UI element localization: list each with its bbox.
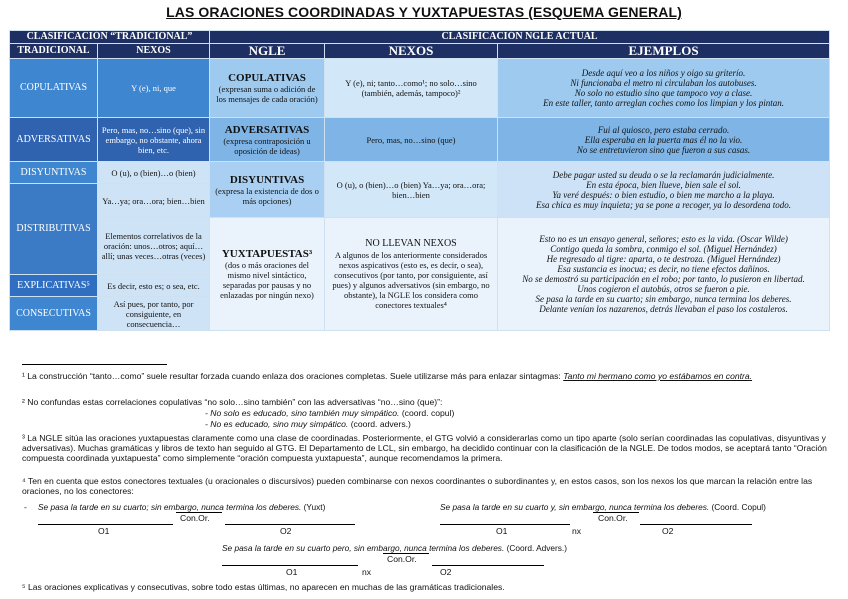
cat-disyuntivas: DISYUNTIVAS xyxy=(10,162,98,184)
footnote-2: ² No confundas estas correlaciones copulativas “no solo…sino también” con las adversativas “no…sino (que)”: xyxy=(22,397,443,407)
conectores-note: A algunos de los anteriormente considerados nexos aspicativos (esto es, es decir, o sea), consecutivos (por tanto, por consiguiente, así pues) y algunos adversativos (sin embargo, no obstante), la NGLE los considera como conectores textuales⁴ xyxy=(332,250,490,310)
o2-label: O2 xyxy=(280,526,292,536)
classification-table xyxy=(9,30,830,331)
header-ngle-group: CLASIFICACIÓN NGLE ACTUAL xyxy=(210,31,830,44)
ngle-yuxtapuestas-desc: (dos o más oraciones del mismo nivel sintáctico, separadas por pausas y no enlazadas por ningún nexo) xyxy=(220,260,314,300)
cat-explicativas: EXPLICATIVAS⁵ xyxy=(10,275,98,297)
nx-label: nx xyxy=(362,567,372,577)
ejemplo: Ella esperaba en la puerta mas él no la vio. xyxy=(584,134,743,145)
o1-label: O1 xyxy=(98,526,110,536)
example-tag: (Yuxt) xyxy=(303,502,326,512)
footnote-1-text: ¹ La construcción “tanto…como” suele resultar forzada cuando enlaza dos oraciones completas. Suele utilizarse más para enlazar sintagmas: xyxy=(22,371,564,381)
no-llevan-nexos: NO LLEVAN NEXOS xyxy=(365,238,457,249)
footnote-1 xyxy=(22,371,842,381)
ejemplo: Desde aquí veo a los niños y oigo su griterío. xyxy=(581,68,746,78)
example-tag: (coord. advers.) xyxy=(350,419,411,429)
header-col-ngle: NGLE xyxy=(210,44,325,59)
o2-underline xyxy=(225,524,355,525)
nexos-distributivas-b: Elementos correlativos de la oración: unos…otros; aquí…allí; unas veces…otras (veces) xyxy=(98,218,210,275)
ejemplo: Debe pagar usted su deuda o se la reclamarán judicialmente. xyxy=(552,169,775,180)
example-tag: (Coord. Copul) xyxy=(711,502,766,512)
ngle-disyuntivas-desc: (expresa la existencia de dos o más opciones) xyxy=(215,185,319,206)
ejemplo: En este taller, tanto arreglan coches como los limpian y los pintan. xyxy=(543,98,784,108)
ejemplo: Delante venían los nazarenos, detrás llevaban el paso los costaleros. xyxy=(539,304,788,314)
ejemplo: No se demostró su participación en el robo; por tanto, lo pusieron en libertad. xyxy=(522,274,805,284)
con-or-label: Con.Or. xyxy=(598,513,628,523)
nexos-explicativas: Es decir, esto es; o sea, etc. xyxy=(98,275,210,297)
ejemplos-adversativas xyxy=(498,118,830,162)
o1-underline xyxy=(38,524,173,525)
example-text: Se pasa la tarde en su cuarto; sin embargo, nunca termina los deberes. xyxy=(38,502,302,512)
ngle-yuxtapuestas xyxy=(210,218,325,331)
con-or-label: Con.Or. xyxy=(180,513,210,523)
ejemplo: Esa sustancia es inocua; es decir, no tiene efectos dañinos. xyxy=(557,264,770,274)
ngle-copulativas xyxy=(210,59,325,118)
o1-label: O1 xyxy=(496,526,508,536)
dash: - xyxy=(24,502,27,512)
nexos-consecutivas: Así pues, por tanto, por consiguiente, en consecuencia… xyxy=(98,297,210,331)
ejemplo: En esta época, bien llueve, bien sale el sol. xyxy=(586,179,741,190)
nexos-distributivas-a: Ya…ya; ora…ora; bien…bien xyxy=(98,184,210,218)
ejemplo: Esto no es un ensayo general, señores; esto es la vida. (Oscar Wilde) xyxy=(539,234,788,244)
ngle-yuxtapuestas-title: YUXTAPUESTAS³ xyxy=(221,248,313,260)
o2-label: O2 xyxy=(440,567,452,577)
ejemplo: Ni funcionaba el metro ni circulaban los autobuses. xyxy=(570,78,757,88)
example-copul xyxy=(440,502,766,512)
header-col-tradicional: TRADICIONAL xyxy=(10,44,98,59)
ejemplo: Esa chica es muy inquieta; ya se pone a recoger, ya lo desordena todo. xyxy=(536,199,792,210)
o2-underline xyxy=(432,565,544,566)
o1-label: O1 xyxy=(286,567,298,577)
ejemplo: Se pasa la tarde en su cuarto; sin embargo, nunca termina los deberes. xyxy=(535,294,792,304)
ngle-adversativas xyxy=(210,118,325,162)
header-col-ejemplos: EJEMPLOS xyxy=(498,44,830,59)
example-advers xyxy=(222,543,567,553)
cat-consecutivas: CONSECUTIVAS xyxy=(10,297,98,331)
nx-label: nx xyxy=(572,526,582,536)
page-title: LAS ORACIONES COORDINADAS Y YUXTAPUESTAS (ESQUEMA GENERAL) xyxy=(166,4,682,20)
example-text: Se pasa la tarde en su cuarto pero, sin embargo, nunca termina los deberes. xyxy=(222,543,505,553)
example-yuxt xyxy=(38,502,325,512)
nexos-copulativas: Y (e), ni, que xyxy=(98,59,210,118)
ngle-copulativas-desc: (expresan suma o adición de los mensajes de cada oración) xyxy=(216,84,318,104)
ejemplos-copulativas xyxy=(498,59,830,118)
ejemplos-yuxtapuestas xyxy=(498,218,830,331)
cat-adversativas: ADVERSATIVAS xyxy=(10,118,98,162)
example-tag: (coord. copul) xyxy=(401,408,455,418)
cat-copulativas: COPULATIVAS xyxy=(10,59,98,118)
footnote-4: ⁴ Ten en cuenta que estos conectores textuales (u oracionales o discursivos) pueden combinarse con nexos coordinantes o subordinantes y, en estos casos, son los nexos los que marcan la relación entre las oraciones, no los conectores: xyxy=(22,476,813,496)
ngle-disyuntivas xyxy=(210,162,325,218)
footnote-2-example-b: - No es educado, sino muy simpático. (coord. advers.) xyxy=(205,419,411,429)
nexos-adversativas: Pero, mas, no…sino (que), sin embargo, no obstante, ahora bien, etc. xyxy=(98,118,210,162)
ejemplo: Unos cogieron el autobús, otros se fueron a pie. xyxy=(577,284,750,294)
ngle-disyuntivas-title: DISYUNTIVAS xyxy=(229,173,305,186)
example-text: Se pasa la tarde en su cuarto y, sin embargo, nunca termina los deberes. xyxy=(440,502,710,512)
footnote-5: ⁵ Las oraciones explicativas y consecutivas, sobre todo estas últimas, no aparecen en muchas de las gramáticas tradicionales. xyxy=(22,582,505,592)
con-or-label: Con.Or. xyxy=(387,554,417,564)
o2-underline xyxy=(640,524,752,525)
header-col-nexos: NEXOS xyxy=(98,44,210,59)
ejemplo: Fui al quiosco, pero estaba cerrado. xyxy=(597,124,730,135)
footnote-divider xyxy=(22,364,167,365)
ejemplo: Contigo queda la sombra, conmigo el sol. (Miguel Hernández) xyxy=(550,244,777,254)
ejemplo: No solo no estudio sino que tampoco voy a clase. xyxy=(574,88,753,98)
ejemplo: Ya veré después: o bien estudio, o bien me marcho a la playa. xyxy=(552,189,775,200)
example-text: No es educado, sino muy simpático. xyxy=(210,419,349,429)
footnote-1-example: Tanto mi hermano como yo estábamos en contra. xyxy=(563,371,753,381)
ngle-adversativas-title: ADVERSATIVAS xyxy=(224,123,310,136)
ejemplo: He regresado al tigre: aparta, o te destroza. (Miguel Hernández) xyxy=(546,254,781,264)
example-tag: (Coord. Advers.) xyxy=(506,543,567,553)
nexos-disyuntivas: O (u), o (bien)…o (bien) xyxy=(98,162,210,184)
cat-distributivas: DISTRIBUTIVAS xyxy=(10,184,98,275)
ngle-adversativas-desc: (expresa contraposición u oposición de ideas) xyxy=(223,135,311,156)
ngle-nexos-disyuntivas: O (u), o (bien)…o (bien) Ya…ya; ora…ora; bien…bien xyxy=(325,162,498,218)
o1-underline xyxy=(440,524,570,525)
ngle-nexos-yuxtapuestas xyxy=(325,218,498,331)
ngle-nexos-adversativas: Pero, mas, no…sino (que) xyxy=(325,118,498,162)
ejemplos-disyuntivas xyxy=(498,162,830,218)
footnote-3: ³ La NGLE sitúa las oraciones yuxtapuestas claramente como una clase de coordinadas. Posteriormente, el GTG volvió a considerarlas como un tipo aparte (solo serían coordinadas las copulativas, disyuntivas y adversativas). Muchas gramáticas y libros de texto han seguido al GTG. El Departamento de LCL, sin embargo, ha decidido continuar con la clasificación de la NGLE. De todos modos, se aceptará tanto “Oración compuesta coordinada yuxtapuesta” como simplemente “oración compuesta yuxtapuesta”, aunque recomendamos la primera. xyxy=(22,433,827,464)
o2-label: O2 xyxy=(662,526,674,536)
ngle-nexos-copulativas: Y (e), ni; tanto…como¹; no solo…sino (también, además, tampoco)² xyxy=(325,59,498,118)
o1-underline xyxy=(222,565,358,566)
ngle-copulativas-title: COPULATIVAS xyxy=(228,72,306,84)
footnote-2-example-a: - No solo es educado, sino también muy simpático. (coord. copul) xyxy=(205,408,455,418)
ejemplo: No se entretuvieron sino que fueron a sus casas. xyxy=(576,144,751,155)
header-col-nexos-ngle: NEXOS xyxy=(325,44,498,59)
example-text: No solo es educado, sino también muy simpático. xyxy=(210,408,400,418)
header-trad-group: CLASIFICACIÓN “TRADICIONAL” xyxy=(10,31,210,44)
